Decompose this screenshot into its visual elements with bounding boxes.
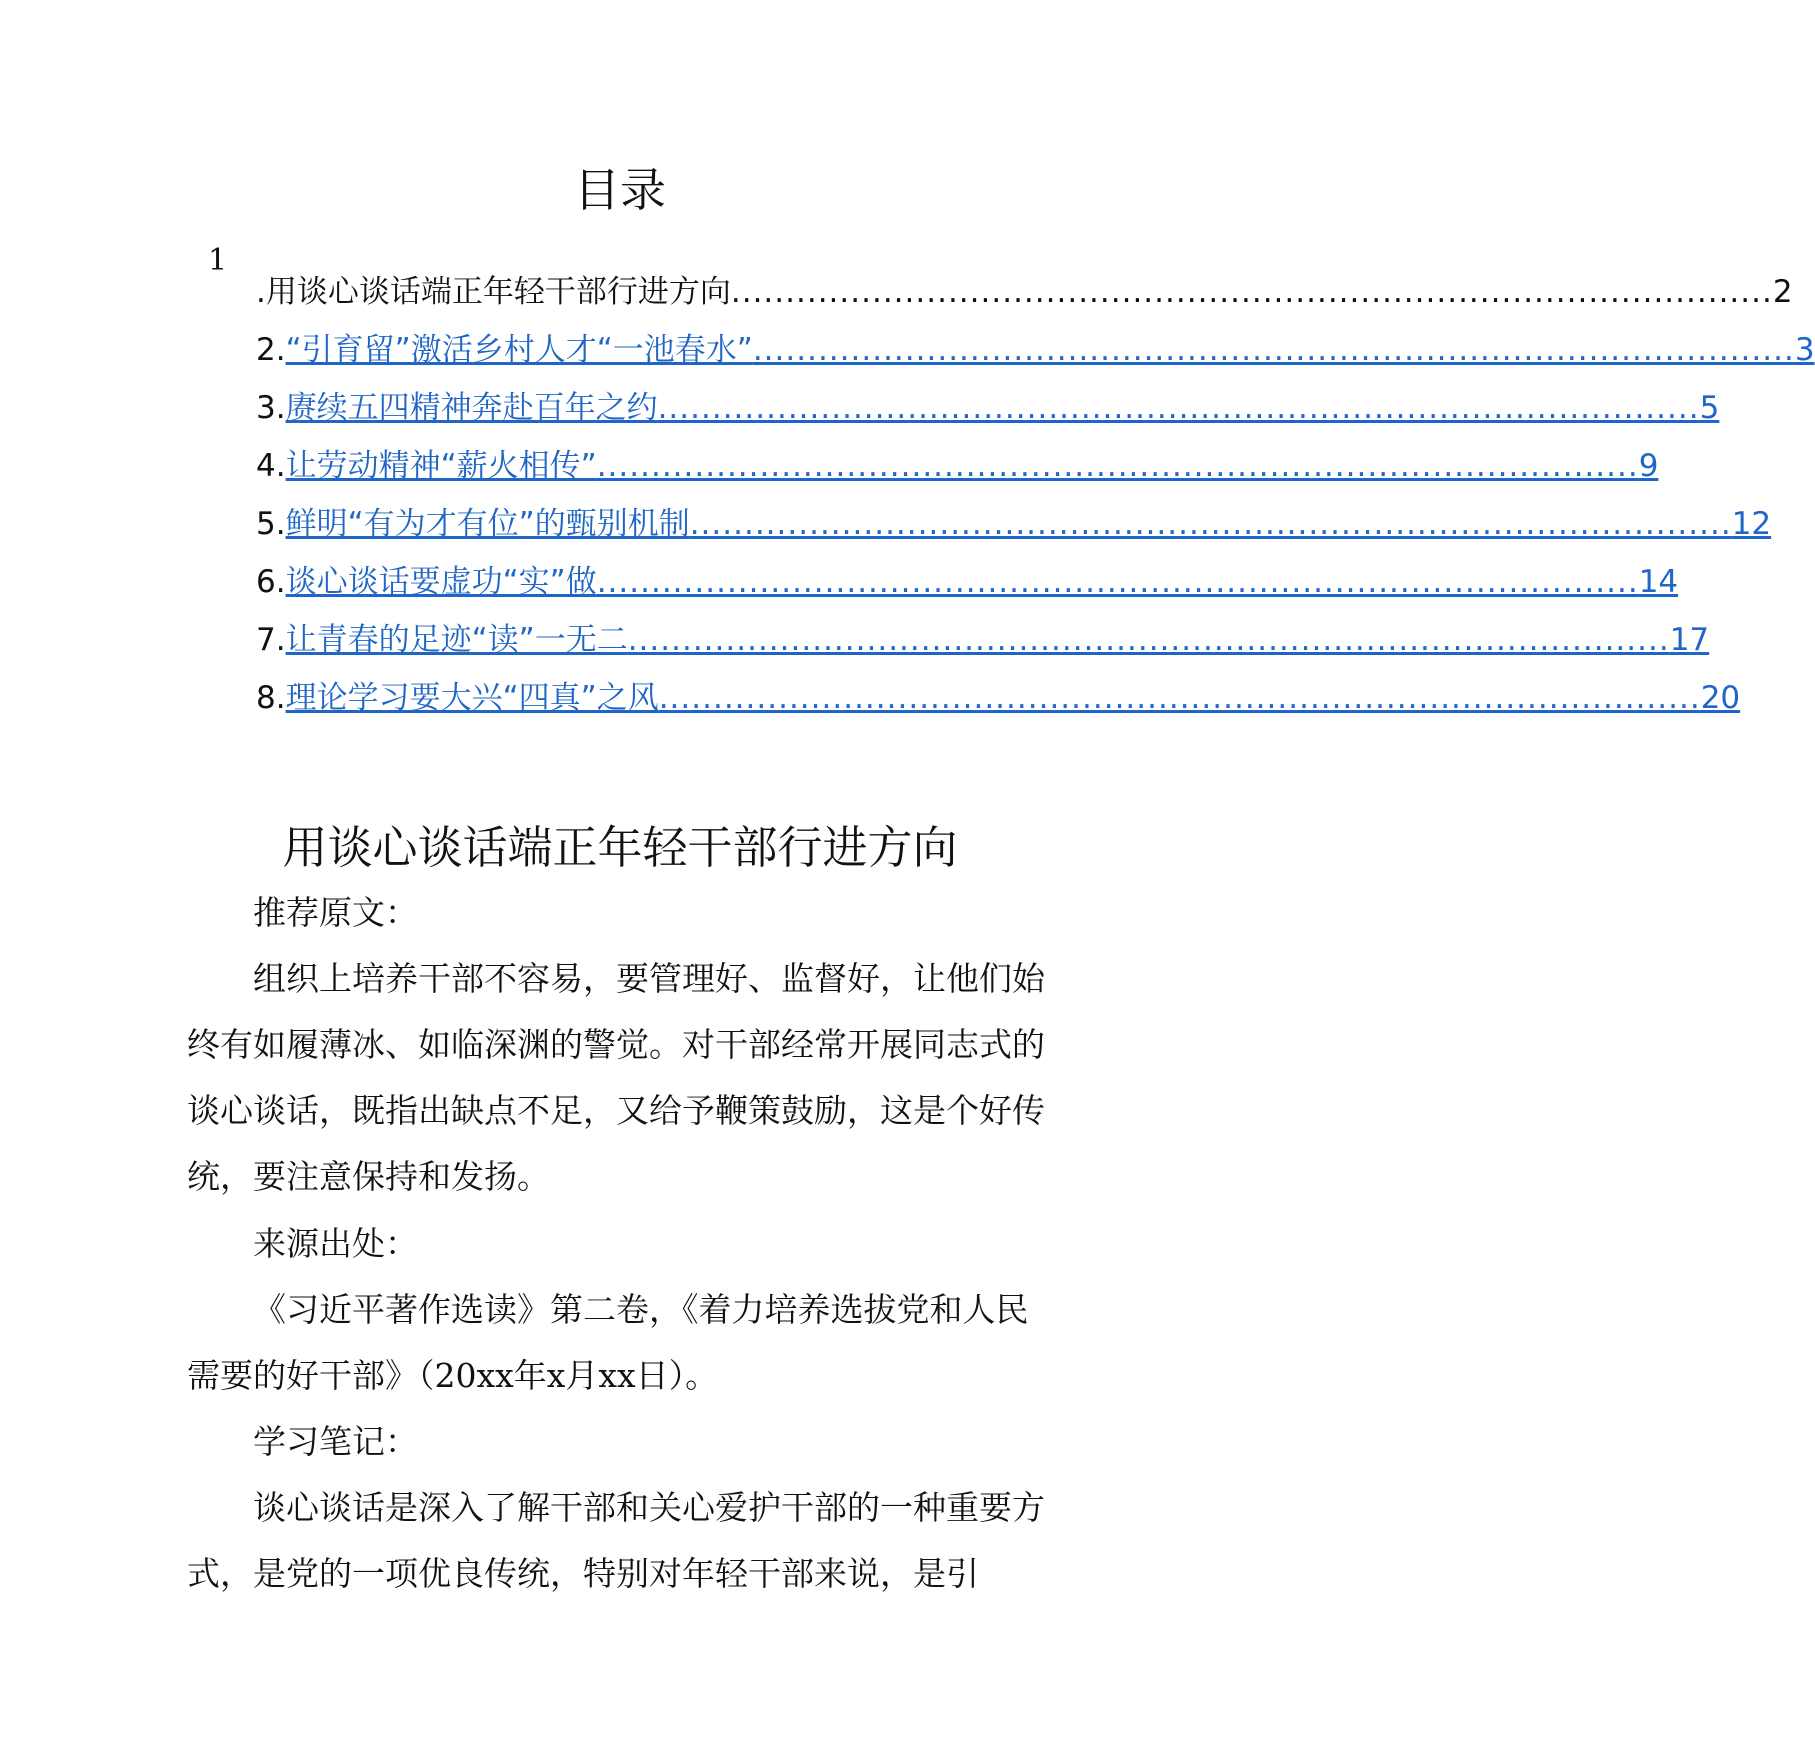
toc-entry-page[interactable]: 5 xyxy=(1699,390,1720,426)
toc-leader-dots: ................................................................................................ xyxy=(730,274,1773,310)
toc-leader-dots: ................................................................................................ xyxy=(596,564,1639,600)
original-text-paragraph: 组织上培养干部不容易，要管理好、监督好，让他们始终有如履薄冰、如临深渊的警觉。对干部经常开展同志式的谈心谈话，既指出缺点不足，又给予鞭策鼓励，这是个好传统，要注意保持和发扬。 xyxy=(187,959,1045,1196)
toc-entry-number: 2. xyxy=(256,332,286,368)
toc-entry-page: 2 xyxy=(1772,274,1793,310)
toc-entry-page[interactable]: 20 xyxy=(1700,680,1741,716)
toc-entry-7[interactable] xyxy=(256,618,1710,662)
toc-entry-number: . xyxy=(256,274,266,310)
label-source: 来源出处： xyxy=(253,1224,418,1263)
toc-leader-dots: ................................................................................................ xyxy=(752,332,1795,368)
toc-entry-8[interactable] xyxy=(256,676,1741,720)
toc-leader-dots: ................................................................................................ xyxy=(689,506,1732,542)
toc-leader-dots: ................................................................................................ xyxy=(627,622,1670,658)
toc-entry-title[interactable]: 赓续五四精神奔赴百年之约 xyxy=(285,390,658,426)
label-study-notes: 学习笔记： xyxy=(253,1422,418,1461)
toc-entry-title[interactable]: 让劳动精神“薪火相传” xyxy=(285,448,597,484)
toc-entry-1[interactable] xyxy=(256,270,1793,314)
toc-entry-page[interactable]: 3 xyxy=(1794,332,1815,368)
toc-entry-number: 3. xyxy=(256,390,286,426)
toc-entry-6[interactable] xyxy=(256,560,1679,604)
toc-entry-number: 5. xyxy=(256,506,286,542)
toc-leader-dots: ................................................................................................ xyxy=(658,680,1701,716)
toc-leading-number: 1 xyxy=(208,243,228,278)
toc-entry-4[interactable] xyxy=(256,444,1659,488)
source-text-d: 日）。 xyxy=(635,1356,719,1395)
toc-entry-5[interactable] xyxy=(256,502,1772,546)
toc-entry-page[interactable]: 17 xyxy=(1669,622,1710,658)
source-text-b: 年 xyxy=(513,1356,547,1395)
toc-entry-number: 4. xyxy=(256,448,286,484)
toc-entry-title[interactable]: 鲜明“有为才有位”的甄别机制 xyxy=(285,506,690,542)
toc-entry-page[interactable]: 9 xyxy=(1638,448,1659,484)
label-recommended-original: 推荐原文： xyxy=(253,893,418,932)
source-year: 20xx xyxy=(434,1356,514,1395)
toc-heading: 目录 xyxy=(574,163,666,217)
source-text-c: 月 xyxy=(565,1356,599,1395)
source-month: x xyxy=(546,1356,566,1395)
source-day: xx xyxy=(598,1356,636,1395)
toc-entry-title[interactable]: “引育留”激活乡村人才“一池春水” xyxy=(285,332,753,368)
toc-entry-title: 用谈心谈话端正年轻干部行进方向 xyxy=(265,274,731,310)
toc-entry-number: 6. xyxy=(256,564,286,600)
toc-entry-number: 8. xyxy=(256,680,286,716)
source-text-paragraph xyxy=(187,1277,1053,1409)
toc-entry-3[interactable] xyxy=(256,386,1720,430)
toc-entry-page[interactable]: 14 xyxy=(1638,564,1679,600)
toc-entry-title[interactable]: 谈心谈话要虚功“实”做 xyxy=(285,564,597,600)
toc-leader-dots: ................................................................................................ xyxy=(596,448,1639,484)
toc-entry-2[interactable] xyxy=(256,328,1815,372)
article-title: 用谈心谈话端正年轻干部行进方向 xyxy=(282,821,958,874)
notes-text-paragraph: 谈心谈话是深入了解干部和关心爱护干部的一种重要方式，是党的一项优良传统，特别对年轻干部来说，是引 xyxy=(187,1488,1045,1593)
toc-entry-number: 7. xyxy=(256,622,286,658)
toc-entry-title[interactable]: 让青春的足迹“读”一无二 xyxy=(285,622,628,658)
toc-entry-page[interactable]: 12 xyxy=(1731,506,1772,542)
toc-leader-dots: ................................................................................................ xyxy=(657,390,1700,426)
source-text-a: 《习近平著作选读》第二卷，《着力培养选拔党和人民需要的好干部》（ xyxy=(187,1290,1029,1395)
toc-entry-title[interactable]: 理论学习要大兴“四真”之风 xyxy=(285,680,659,716)
